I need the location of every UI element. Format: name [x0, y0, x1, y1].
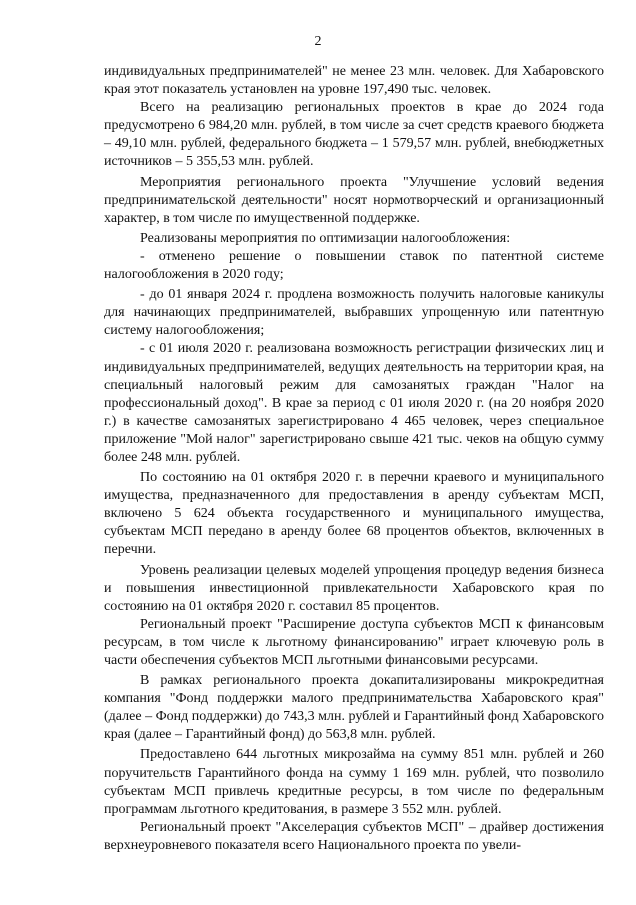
document-body	[104, 63, 604, 855]
paragraph-11: В рамках регионального проекта докапитализированы микрокредитная компания "Фонд поддержки малого предпринимательства Хабаровского края" (далее – Фонд поддержки) до 743,3 млн. рублей и Гарантийный фонд Хабаровского края (далее – Гарантийный фонд) до 563,8 млн. рублей.	[104, 673, 604, 743]
paragraph-9: Уровень реализации целевых моделей упрощения процедур ведения бизнеса и повышения инвестиционной привлекательности Хабаровского края по состоянию на 01 октября 2020 г. составил 85 процентов.	[104, 562, 604, 614]
paragraph-7: - с 01 июля 2020 г. реализована возможность регистрации физических лиц и индивидуальных предпринимателей, ведущих деятельность на территории края, на специальный налоговый режим для самозанятых граждан "Налог на профессиональный доход". В крае за период с 01 июля 2020 г. (на 20 ноября 2020 г.) в качестве самозанятых зарегистрировано 4 465 человек, через специальное приложение "Мой налог" зарегистрировано свыше 421 тыс. чеков на общую сумму более 248 млн. рублей.	[104, 341, 604, 465]
paragraph-12: Предоставлено 644 льготных микрозайма на сумму 851 млн. рублей и 260 поручительств Гарантийного фонда на сумму 1 169 млн. рублей, что позволило субъектам МСП привлечь кредитные ресурсы, в том числе по федеральным программам льготного кредитования, в размере 3 552 млн. рублей.	[104, 747, 604, 817]
paragraph-13: Региональный проект "Акселерация субъектов МСП" – драйвер достижения верхнеуровневого показателя всего Национального проекта по увели-	[104, 819, 604, 853]
paragraph-5: - отменено решение о повышении ставок по патентной системе налогообложения в 2020 году;	[104, 248, 604, 283]
paragraph-6: - до 01 января 2024 г. продлена возможность получить налоговые каникулы для начинающих предпринимателей, выбравших упрощенную или патентную систему налогообложения;	[104, 287, 604, 339]
paragraph-10: Региональный проект "Расширение доступа субъектов МСП к финансовым ресурсам, в том числе к льготному финансированию" играет ключевую роль в части обеспечения субъектов МСП льготными финансовыми ресурсами.	[104, 616, 604, 668]
paragraph-8: По состоянию на 01 октября 2020 г. в перечни краевого и муниципального имущества, предназначенного для предоставления в аренду субъектам МСП, включено 5 624 объекта государственного и муниципального имущества, субъектам МСП передано в аренду более 68 процентов объектов, включенных в перечни.	[104, 470, 604, 558]
paragraph-4: Реализованы мероприятия по оптимизации налогообложения:	[140, 230, 511, 246]
page-number: 2	[314, 34, 322, 49]
paragraph-2: Всего на реализацию региональных проектов в крае до 2024 года предусмотрено 6 984,20 млн. рублей, в том числе за счет средств краевого бюджета – 49,10 млн. рублей, федерального бюджета – 1 579,57 млн. рублей, внебюджетных источников – 5 355,53 млн. рублей.	[104, 100, 604, 170]
paragraph-3: Мероприятия регионального проекта "Улучшение условий ведения предпринимательской деятельности" носят нормотворческий и организационный характер, в том числе по имущественной поддержке.	[104, 174, 604, 226]
paragraph-1: индивидуальных предпринимателей" не менее 23 млн. человек. Для Хабаровского края этот показатель установлен на уровне 197,490 тыс. человек.	[104, 64, 604, 98]
